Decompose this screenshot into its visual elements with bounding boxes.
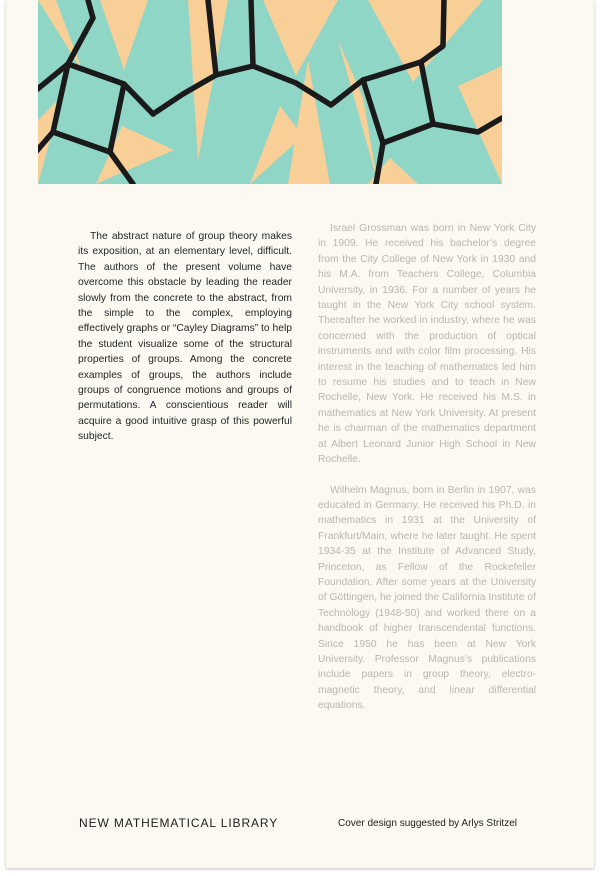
back-cover <box>6 0 594 868</box>
book-description: The abstract nature of group theory makes its exposition, at an elementary level, difficult. The authors of the present volume have overcome this obstacle by leading the reader slowly from the concrete to the abstract, from the simple to the complex, employing effectively graphs or “Cayley Diagrams” to help the student visualize some of the structural properties of groups. Among the concrete examples of groups, the authors include groups of congruence motions and groups of permutations. A conscientious reader will acquire a good intuitive grasp of this powerful subject. <box>78 231 292 443</box>
magnus-biography: Wilhelm Magnus, born in Berlin in 1907, was educated in Germany. He received his Ph.D. in mathematics in 1931 at the University of Frankfurt/Main, where he later taught. He spent 1934-35 at the Institute of Advanced Study, Princeton, as Fellow of the Rockefeller Foundation. After some years at the University of Göttingen, he joined the California Institute of Technology (1948-50) and worked there on a handbook of higher transcendental functions. Since 1950 he has been at New York University. Professor Magnus’s publications include papers in group theory, electro-magnetic theory, and linear differential equations. <box>318 484 536 712</box>
grossman-biography: Israel Grossman was born in New York City in 1909. He received his bachelor’s degree from the City College of New York in 1930 and his M.A. from Teachers College, Columbia University, in 1936. For a number of years he taught in the New York City school system. Thereafter he worked in industry, where he was concerned with the production of optical instruments and with color film processing. His interest in the teaching of mathematics led him to resume his studies and to teach in New Rochelle, New York. He received his M.S. in mathematics at New York University. At present he is chairman of the mathematics department at Albert Leonard Junior High School in New Rochelle. <box>318 223 536 466</box>
author-biographies <box>318 221 536 714</box>
cover-artwork <box>38 0 502 184</box>
series-title: NEW MATHEMATICAL LIBRARY <box>79 816 279 830</box>
cover-design-credit: Cover design suggested by Arlys Stritzel <box>338 818 517 829</box>
